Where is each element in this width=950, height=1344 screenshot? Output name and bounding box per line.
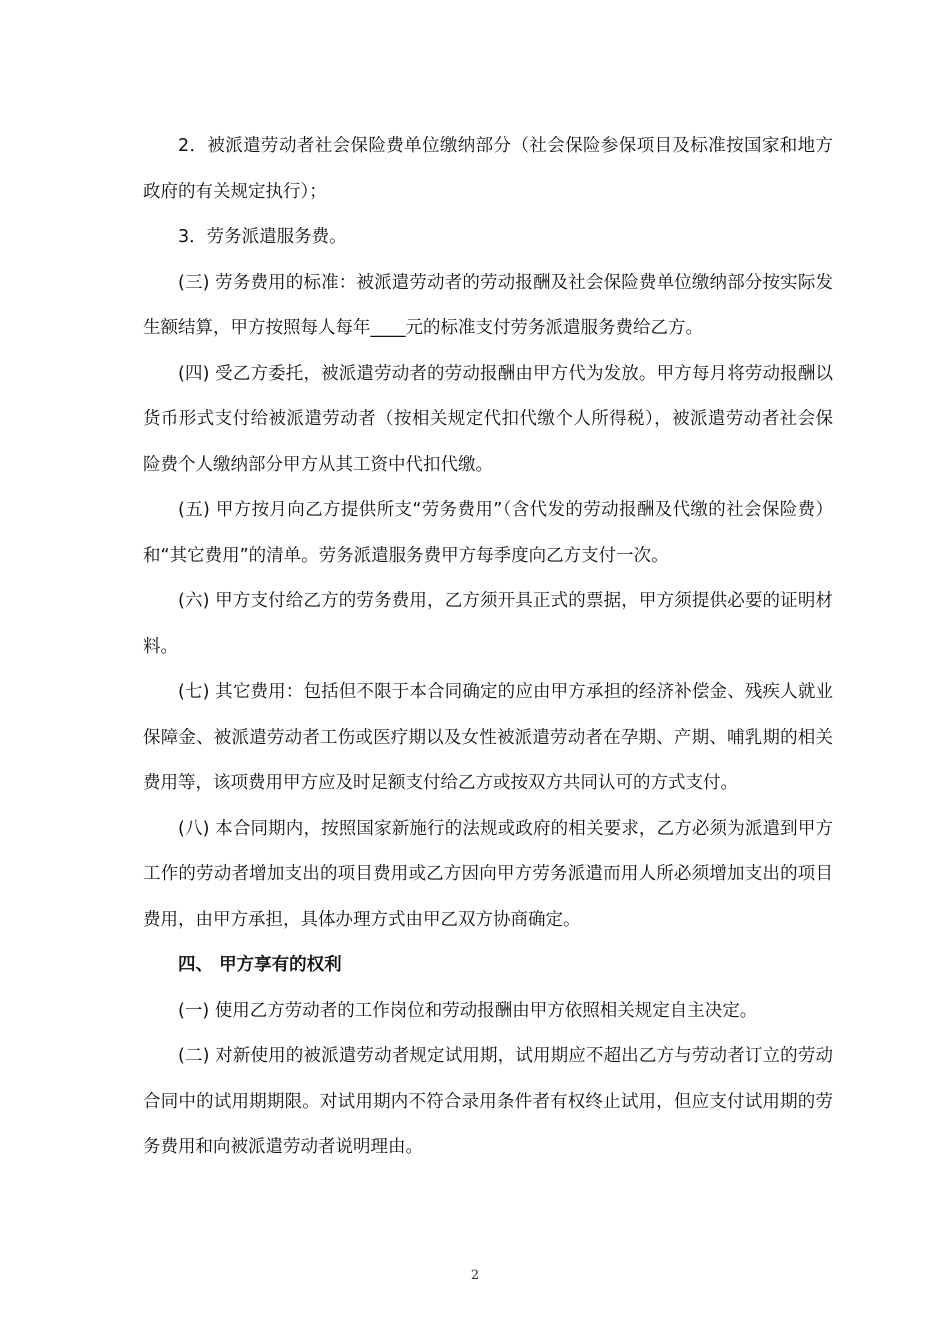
- paragraph-job-position: (一) 使用乙方劳动者的工作岗位和劳动报酬由甲方依照相关规定自主决定。: [178, 1000, 758, 1021]
- section-heading: 四、 甲方享有的权利: [178, 955, 342, 975]
- paragraph-fee-standard: (三) 劳务费用的标准：被派遣劳动者的劳动报酬及社会保险费单位缴纳部分按实际发生额结算，甲方按照每人每年____元的标准支付劳务派遣服务费给乙方。: [143, 272, 833, 338]
- paragraph-service-fee: 3．劳务派遣服务费。: [178, 227, 347, 247]
- paragraph-wage-payment: (四) 受乙方委托，被派遣劳动者的劳动报酬由甲方代为发放。甲方每月将劳动报酬以货币形式支付给被派遣劳动者（按相关规定代扣代缴个人所得税），被派遣劳动者社会保险费个人缴纳部分甲方从其工资中代扣代缴。: [143, 363, 833, 475]
- page-number: 2: [470, 1268, 480, 1283]
- document-body: [143, 124, 833, 1171]
- paragraph-new-regulations: (八) 本合同期内，按照国家新施行的法规或政府的相关要求，乙方必须为派遣到甲方工作的劳动者增加支出的项目费用或乙方因向甲方劳务派遣而用人所必须增加支出的项目费用，由甲方承担，具体办理方式由甲乙双方协商确定。: [143, 818, 833, 930]
- paragraph-invoice: (六) 甲方支付给乙方的劳务费用，乙方须开具正式的票据，甲方须提供必要的证明材料。: [143, 591, 833, 657]
- paragraph-probation: (二) 对新使用的被派遣劳动者规定试用期，试用期应不超出乙方与劳动者订立的劳动合同中的试用期期限。对试用期内不符合录用条件者有权终止试用，但应支付试用期的劳务费用和向被派遣劳动者说明理由。: [143, 1046, 833, 1157]
- paragraph-social-insurance-unit: 2．被派遣劳动者社会保险费单位缴纳部分（社会保险参保项目及标准按国家和地方政府的有关规定执行）；: [143, 136, 833, 202]
- paragraph-other-fees: (七) 其它费用：包括但不限于本合同确定的应由甲方承担的经济补偿金、残疾人就业保障金、被派遣劳动者工伤或医疗期以及女性被派遣劳动者在孕期、产期、哺乳期的相关费用等，该项费用甲方应及时足额支付给乙方或按双方共同认可的方式支付。: [143, 682, 833, 793]
- paragraph-monthly-statement: (五) 甲方按月向乙方提供所支“劳务费用”（含代发的劳动报酬及代缴的社会保险费）和“其它费用”的清单。劳务派遣服务费甲方每季度向乙方支付一次。: [143, 500, 833, 566]
